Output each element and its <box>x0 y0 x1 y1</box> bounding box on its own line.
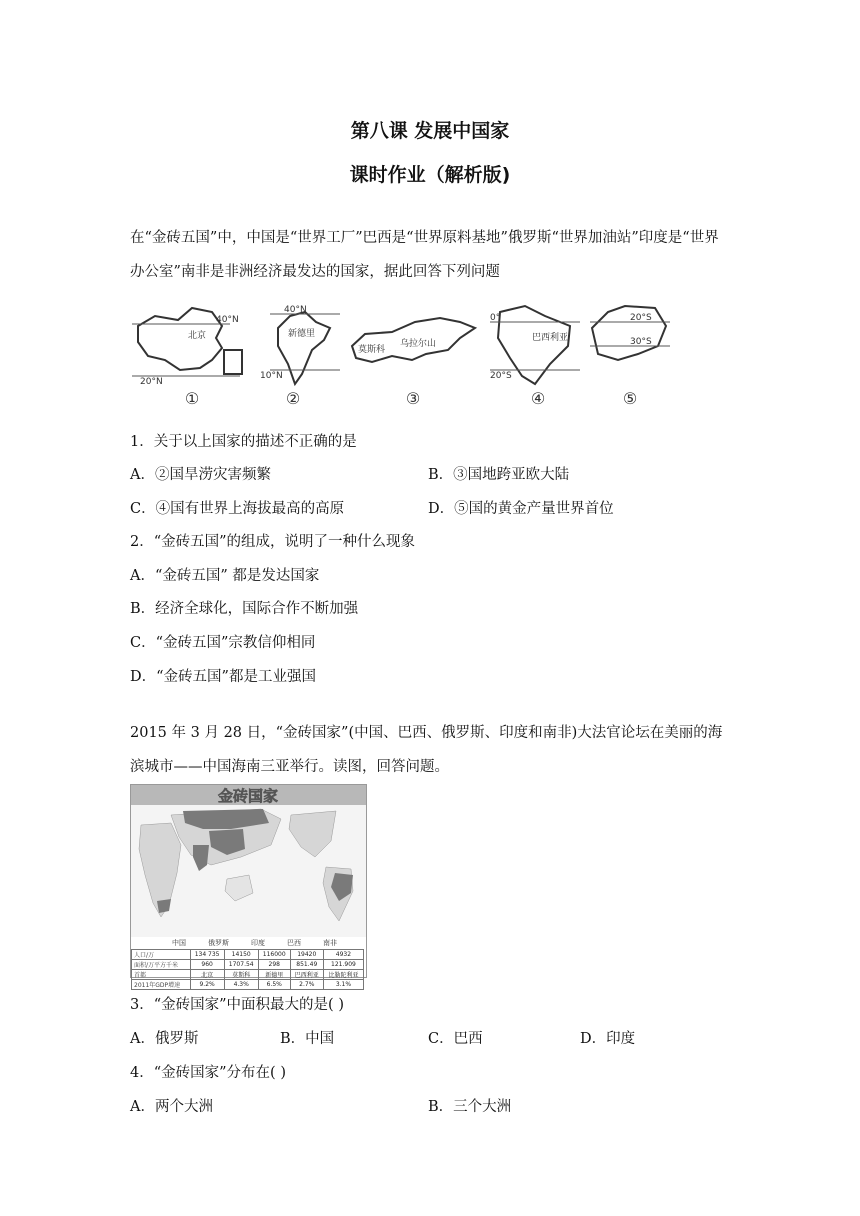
option-c: C．“金砖五国”宗教信仰相同 <box>130 635 316 651</box>
option-d: D．印度 <box>580 1031 636 1047</box>
table-cell: 新德里 <box>258 970 290 980</box>
map-label-lat: 10°N <box>260 371 283 381</box>
question-stem: 4．“金砖国家”分布在( ) <box>130 1065 286 1081</box>
table-row <box>132 980 364 990</box>
map-number: ④ <box>530 389 546 408</box>
table-cell: 14150 <box>224 950 258 960</box>
table-row <box>132 960 364 970</box>
country-name: 南非 <box>323 939 337 947</box>
question-stem: 1．关于以上国家的描述不正确的是 <box>130 434 357 450</box>
table-cell: 北京 <box>190 970 224 980</box>
table-cell: 巴西利亚 <box>290 970 323 980</box>
map-label-lat: 40°N <box>216 315 239 325</box>
table-cell: 19420 <box>290 950 323 960</box>
question-stem: 3．“金砖国家”中面积最大的是( ) <box>130 997 344 1013</box>
map-number: ① <box>184 389 200 408</box>
row-label: 人口/万 <box>132 950 191 960</box>
table-cell: 960 <box>190 960 224 970</box>
country-name: 印度 <box>251 939 265 947</box>
map-label-moscow: 莫斯科 <box>358 345 386 355</box>
option-d: D．“金砖五国”都是工业强国 <box>130 669 316 685</box>
table-cell: 134 735 <box>190 950 224 960</box>
option-a: A．②国旱涝灾害频繁 <box>130 467 271 483</box>
table-cell: 6.5% <box>258 980 290 990</box>
table-cell: 4.3% <box>224 980 258 990</box>
brics-map-figure <box>130 784 367 989</box>
india-outline <box>278 312 330 384</box>
map-number: ② <box>285 389 301 408</box>
table-cell: 4932 <box>323 950 363 960</box>
map-label-lat: 20°N <box>140 377 163 387</box>
option-b: B．③国地跨亚欧大陆 <box>428 467 570 483</box>
option-a: A．“金砖五国” 都是发达国家 <box>130 568 320 584</box>
map-label-lat: 0° <box>490 313 501 323</box>
south-africa-outline <box>592 306 666 360</box>
table-cell: 比勒陀利亚 <box>323 970 363 980</box>
map-label-lat: 40°N <box>284 305 307 315</box>
row-label: 面积/万平方千米 <box>132 960 191 970</box>
option-b: B．三个大洲 <box>428 1099 512 1115</box>
option-b: B．中国 <box>280 1031 335 1047</box>
map-label-beijing: 北京 <box>188 331 207 341</box>
map-label-brasilia: 巴西利亚 <box>532 333 569 343</box>
table-row <box>132 970 364 980</box>
option-a: A．两个大洲 <box>130 1099 213 1115</box>
page-title: 第八课 发展中国家 <box>350 120 510 142</box>
table-cell: 851.49 <box>290 960 323 970</box>
south-africa-region <box>157 899 171 913</box>
map-title: 金砖国家 <box>217 787 279 805</box>
table-cell: 121.909 <box>323 960 363 970</box>
south-china-sea-inset <box>224 350 242 374</box>
table-cell: 298 <box>258 960 290 970</box>
intro-text-line: 2015 年 3 月 28 日，“金砖国家”(中国、巴西、俄罗斯、印度和南非)大法官论坛在美丽的海 <box>130 725 723 741</box>
country-name-row <box>131 937 366 949</box>
option-c: C．巴西 <box>428 1031 483 1047</box>
table-cell: 116000 <box>258 950 290 960</box>
table-cell: 1707.54 <box>224 960 258 970</box>
map-label-lat: 20°S <box>490 371 512 381</box>
page-subtitle: 课时作业（解析版) <box>349 164 511 186</box>
country-name: 中国 <box>172 939 186 947</box>
five-country-maps <box>130 298 675 410</box>
intro-text-line: 滨城市——中国海南三亚举行。读图，回答问题。 <box>130 759 449 775</box>
map-label-lat: 30°S <box>630 337 652 347</box>
table-cell: 3.1% <box>323 980 363 990</box>
row-label: 2011年GDP增速 <box>132 980 191 990</box>
option-a: A．俄罗斯 <box>130 1031 199 1047</box>
map-label-ural: 乌拉尔山 <box>400 339 437 349</box>
option-d: D．⑤国的黄金产量世界首位 <box>428 501 614 517</box>
map-number: ⑤ <box>622 389 638 408</box>
china-outline <box>138 308 222 370</box>
map-number: ③ <box>405 389 421 408</box>
table-cell: 2.7% <box>290 980 323 990</box>
map-label-lat: 20°S <box>630 313 652 323</box>
brics-world-map <box>131 785 366 937</box>
table-cell: 9.2% <box>190 980 224 990</box>
country-name: 巴西 <box>287 939 301 947</box>
table-cell: 莫斯科 <box>224 970 258 980</box>
country-name: 俄罗斯 <box>208 939 229 947</box>
country-stats-table <box>131 949 364 990</box>
option-c: C．④国有世界上海拔最高的高原 <box>130 501 345 517</box>
intro-text-line: 在“金砖五国”中，中国是“世界工厂”巴西是“世界原料基地”俄罗斯“世界加油站”印度是“世界 <box>130 230 719 246</box>
option-b: B．经济全球化，国际合作不断加强 <box>130 601 359 617</box>
map-label-newdelhi: 新德里 <box>288 329 316 339</box>
intro-text-line: 办公室”南非是非洲经济最发达的国家，据此回答下列问题 <box>130 264 500 280</box>
row-label: 首都 <box>132 970 191 980</box>
table-row <box>132 950 364 960</box>
question-stem: 2．“金砖五国”的组成，说明了一种什么现象 <box>130 534 416 550</box>
